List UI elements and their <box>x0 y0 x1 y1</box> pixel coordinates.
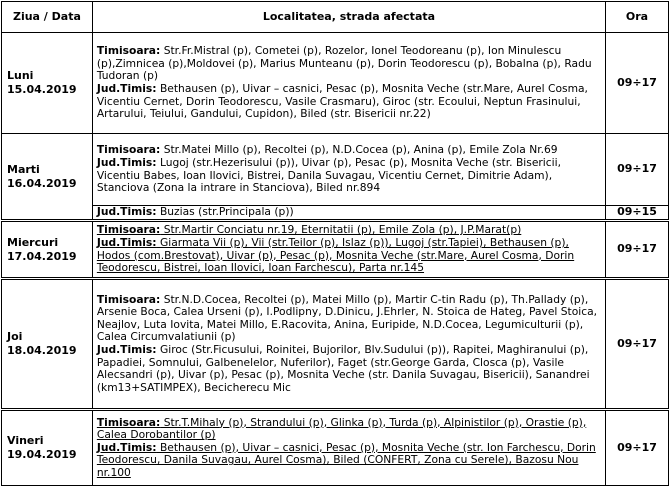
day-cell <box>2 410 93 486</box>
time-cell: 09÷15 <box>606 206 669 221</box>
time-cell: 09÷17 <box>606 134 669 206</box>
jud-timis-streets: Lugoj (str.Hezerisului (p)), Uivar (p), Pesac (p), Mosnita Veche (str. Bisericii, Vicentiu Babes, Ioan Ilovici, Bistrei, Danila Suvagau, Vicentiu Cernet, Dimitrie Adam), Stanciova (Zona la intrare in Stanciova), Biled nr.894 <box>96 155 561 195</box>
jud-timis-label: Jud.Timis: <box>96 82 157 95</box>
day-date: 17.04.2019 <box>7 249 77 263</box>
time-cell: 09÷17 <box>606 33 669 134</box>
day-cell <box>2 279 93 410</box>
jud-timis-streets: Giarmata Vii (p), Vii (str.Teilor (p), Islaz (p)), Lugoj (str.Tapiei), Bethausen (p), Hodos (com.Brestovat), Uivar (p), Pesac (p), Mosnita Veche (str.Mare, Aurel Cosma, Dorin Teodorescu, Bistrei, Ioan Ilovici, Ioan Farchescu), Parta nr.145 <box>96 235 575 275</box>
timisoara-label: Timisoara: <box>96 223 161 237</box>
day-date: 19.04.2019 <box>7 448 77 461</box>
schedule-row-marti <box>2 134 669 206</box>
schedule-row-miercuri <box>2 221 669 279</box>
header-time: Ora <box>606 2 669 33</box>
jud-timis-streets: Bethausen (p), Uivar – casnici, Pesac (p), Mosnita Veche (str.Mare, Aurel Cosma, Vicentiu Cernet, Dorin Teodorescu, Vasile Crasmaru), Giroc (str. Ecoului, Neptun Frasinului, Artarului, Teiului, Gandului, Cupidon), Biled (str. Bisericii nr.22) <box>96 82 588 121</box>
schedule-table <box>1 1 669 486</box>
jud-timis-streets: Buzias (str.Principala (p)) <box>156 205 294 219</box>
day-name: Luni <box>7 69 34 82</box>
header-day-date: Ziua / Data <box>2 2 93 33</box>
location-cell <box>92 134 605 206</box>
schedule-row-marti-extra <box>2 206 669 221</box>
day-cell <box>2 33 93 134</box>
day-name: Vineri <box>7 434 44 447</box>
jud-timis-label: Jud.Timis: <box>96 205 157 219</box>
location-cell <box>92 279 605 410</box>
timisoara-label: Timisoara: <box>96 44 161 58</box>
timisoara-streets: Str.T.Mihaly (p), Strandului (p), Glinka (p), Turda (p), Alpinistilor (p), Orastie (p), Calea Dorobantilor (p) <box>96 415 587 442</box>
timisoara-label: Timisoara: <box>96 415 161 429</box>
location-cell <box>92 221 605 279</box>
timisoara-streets: Str.Martir Conciatu nr.19, Eternitatii (p), Emile Zola (p), J.P.Marat(p) <box>160 223 522 237</box>
day-date: 16.04.2019 <box>7 176 77 190</box>
jud-timis-label: Jud.Timis: <box>96 235 157 249</box>
day-cell <box>2 221 93 279</box>
jud-timis-label: Jud.Timis: <box>96 155 157 169</box>
header-row <box>2 2 669 33</box>
jud-timis-streets: Bethausen (p), Uivar – casnici, Pesac (p), Mosnita Veche (str. Ion Farchescu, Dorin Teodorescu, Danila Suvagau, Aurel Cosma), Biled (CONFERT, Zona cu Serele), Bazosu Nou nr.100 <box>96 440 596 479</box>
day-date: 15.04.2019 <box>7 83 77 96</box>
location-cell <box>92 410 605 486</box>
day-cell <box>2 134 93 221</box>
timisoara-streets: Str.N.D.Cocea, Recoltei (p), Matei Millo (p), Martir C-tin Radu (p), Th.Pallady (p), Arsenie Boca, Calea Urseni (p), I.Podlipny, D.Dinicu, J.Ehrler, N. Stoica de Hateg, Pavel Stoica, Neajlov, Luta Iovita, Matei Millo, E.Racovita, Anina, Euripide, N.D.Cocea, Legumiculturii (p), Calea Circumvalatiunii (p) <box>96 292 598 344</box>
time-cell: 09÷17 <box>606 279 669 410</box>
jud-timis-label: Jud.Timis: <box>96 343 157 356</box>
schedule-row-luni <box>2 33 669 134</box>
day-date: 18.04.2019 <box>7 344 77 357</box>
time-cell: 09÷17 <box>606 410 669 486</box>
schedule-row-joi <box>2 279 669 410</box>
time-cell: 09÷17 <box>606 221 669 279</box>
location-cell <box>92 33 605 134</box>
jud-timis-streets: Giroc (Str.Ficusului, Roinitei, Bujorilor, Blv.Sudului (p)), Rapitei, Maghiranului (p), Papadiei, Somnului, Galbenelelor, Nuferilor), Faget (str.George Garda, Closca (p), Vasile Alecsandri (p), Uivar (p), Pesac (p), Mosnita Veche (str. Danila Suvagau, Bisericii), Sanandrei (km13+SATIMPEX), Becicherecu Mic <box>96 343 590 394</box>
timisoara-label: Timisoara: <box>96 143 161 157</box>
header-location: Localitatea, strada afectata <box>92 2 605 33</box>
jud-timis-label: Jud.Timis: <box>96 440 157 454</box>
day-name: Miercuri <box>7 235 59 249</box>
outage-schedule <box>1 1 669 502</box>
timisoara-streets: Str.Fr.Mistral (p), Cometei (p), Rozelor, Ionel Teodoreanu (p), Ion Minulescu (p),Zimnicea (p),Moldovei (p), Marius Munteanu (p), Dorin Teodorescu (p), Bobalna (p), Radu Tudoran (p) <box>96 44 592 83</box>
day-name: Joi <box>7 330 23 343</box>
location-cell <box>92 206 605 221</box>
schedule-row-vineri <box>2 410 669 486</box>
day-name: Marti <box>7 162 40 176</box>
timisoara-label: Timisoara: <box>96 292 161 306</box>
timisoara-streets: Str.Matei Millo (p), Recoltei (p), N.D.Cocea (p), Anina (p), Emile Zola Nr.69 <box>160 143 558 157</box>
